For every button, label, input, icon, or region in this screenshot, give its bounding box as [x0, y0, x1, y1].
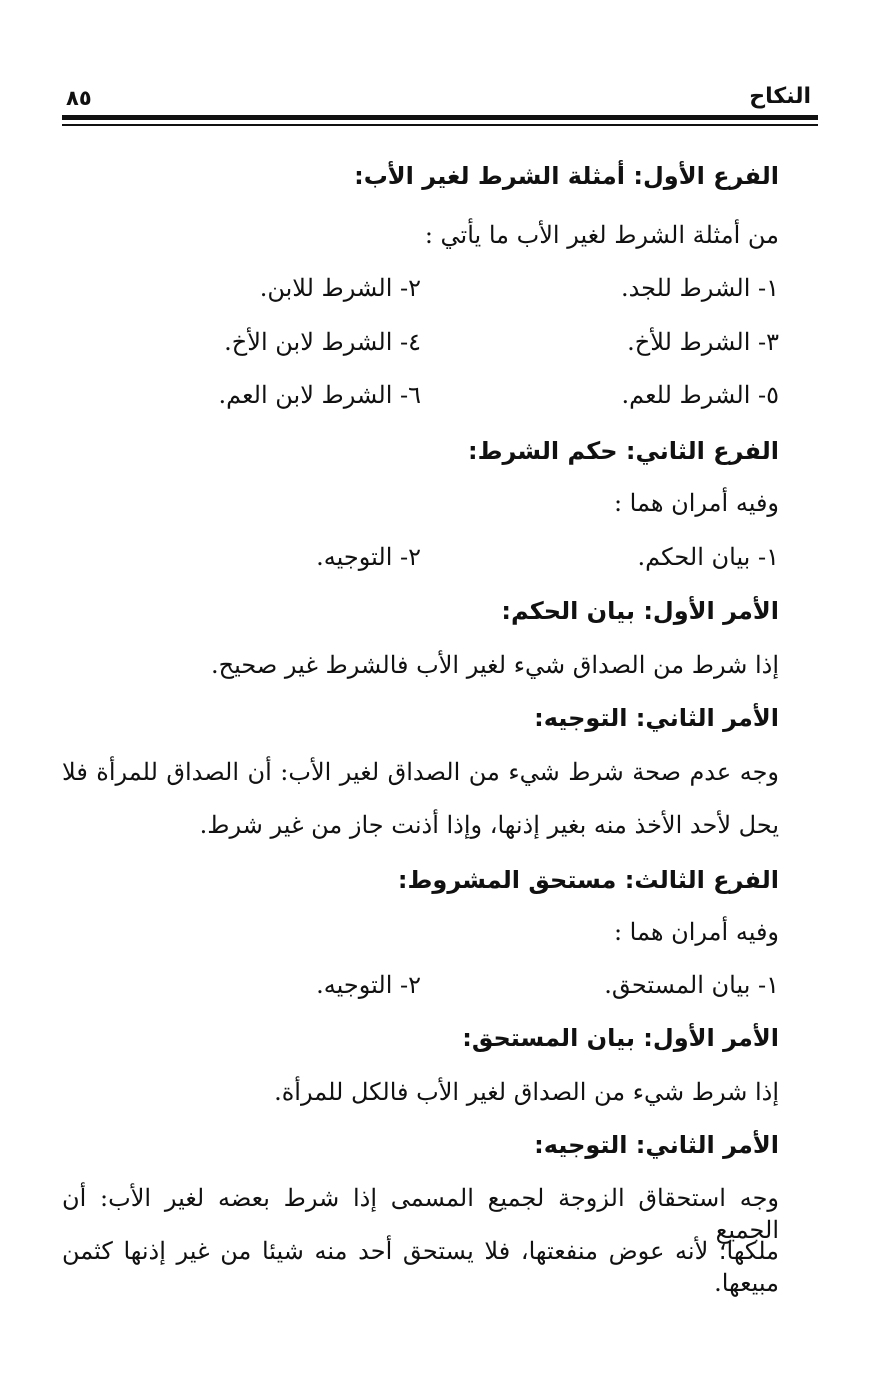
b3-second-heading: الأمر الثاني: التوجيه:: [534, 1131, 779, 1159]
branch2-item-1: ١- بيان الحكم.: [637, 543, 779, 571]
example-item-5: ٥- الشرط للعم.: [621, 381, 779, 409]
branch3-item-2: ٢- التوجيه.: [316, 971, 421, 999]
b3-first-text: إذا شرط شيء من الصداق لغير الأب فالكل للمرأة.: [274, 1078, 779, 1106]
b2-first-heading: الأمر الأول: بيان الحكم:: [501, 597, 779, 625]
example-item-3: ٣- الشرط للأخ.: [627, 328, 779, 356]
b2-second-heading: الأمر الثاني: التوجيه:: [534, 704, 779, 732]
b3-second-text-line1: وجه استحقاق الزوجة لجميع المسمى إذا شرط بعضه لغير الأب: أن الجميع: [62, 1184, 779, 1244]
branch3-intro: وفيه أمران هما :: [613, 918, 779, 946]
header-rule-thick: [62, 115, 818, 120]
b2-second-text-line1: وجه عدم صحة شرط شيء من الصداق لغير الأب: أن الصداق للمرأة فلا: [62, 758, 779, 786]
b3-second-text-line2: ملكها؛ لأنه عوض منفعتها، فلا يستحق أحد منه شيئا من غير إذنها كثمن مبيعها.: [62, 1237, 779, 1297]
b2-second-text-line2: يحل لأحد الأخذ منه بغير إذنها، وإذا أذنت جاز من غير شرط.: [199, 811, 779, 839]
branch2-intro: وفيه أمران هما :: [613, 489, 779, 517]
example-item-6: ٦- الشرط لابن العم.: [218, 381, 421, 409]
branch1-intro: من أمثلة الشرط لغير الأب ما يأتي :: [424, 221, 779, 249]
example-item-1: ١- الشرط للجد.: [620, 274, 779, 302]
branch3-heading: الفرع الثالث: مستحق المشروط:: [397, 866, 779, 894]
running-header-title: النكاح: [749, 84, 811, 109]
branch3-item-1: ١- بيان المستحق.: [604, 971, 779, 999]
b2-first-text: إذا شرط من الصداق شيء لغير الأب فالشرط غير صحيح.: [211, 651, 779, 679]
header-rule-thin: [62, 124, 818, 126]
example-item-4: ٤- الشرط لابن الأخ.: [224, 328, 421, 356]
branch2-item-2: ٢- التوجيه.: [316, 543, 421, 571]
branch2-heading: الفرع الثاني: حكم الشرط:: [467, 437, 779, 465]
page-number: ٨٥: [66, 86, 92, 110]
branch1-heading: الفرع الأول: أمثلة الشرط لغير الأب:: [354, 162, 779, 190]
b3-first-heading: الأمر الأول: بيان المستحق:: [462, 1024, 779, 1052]
example-item-2: ٢- الشرط للابن.: [259, 274, 421, 302]
